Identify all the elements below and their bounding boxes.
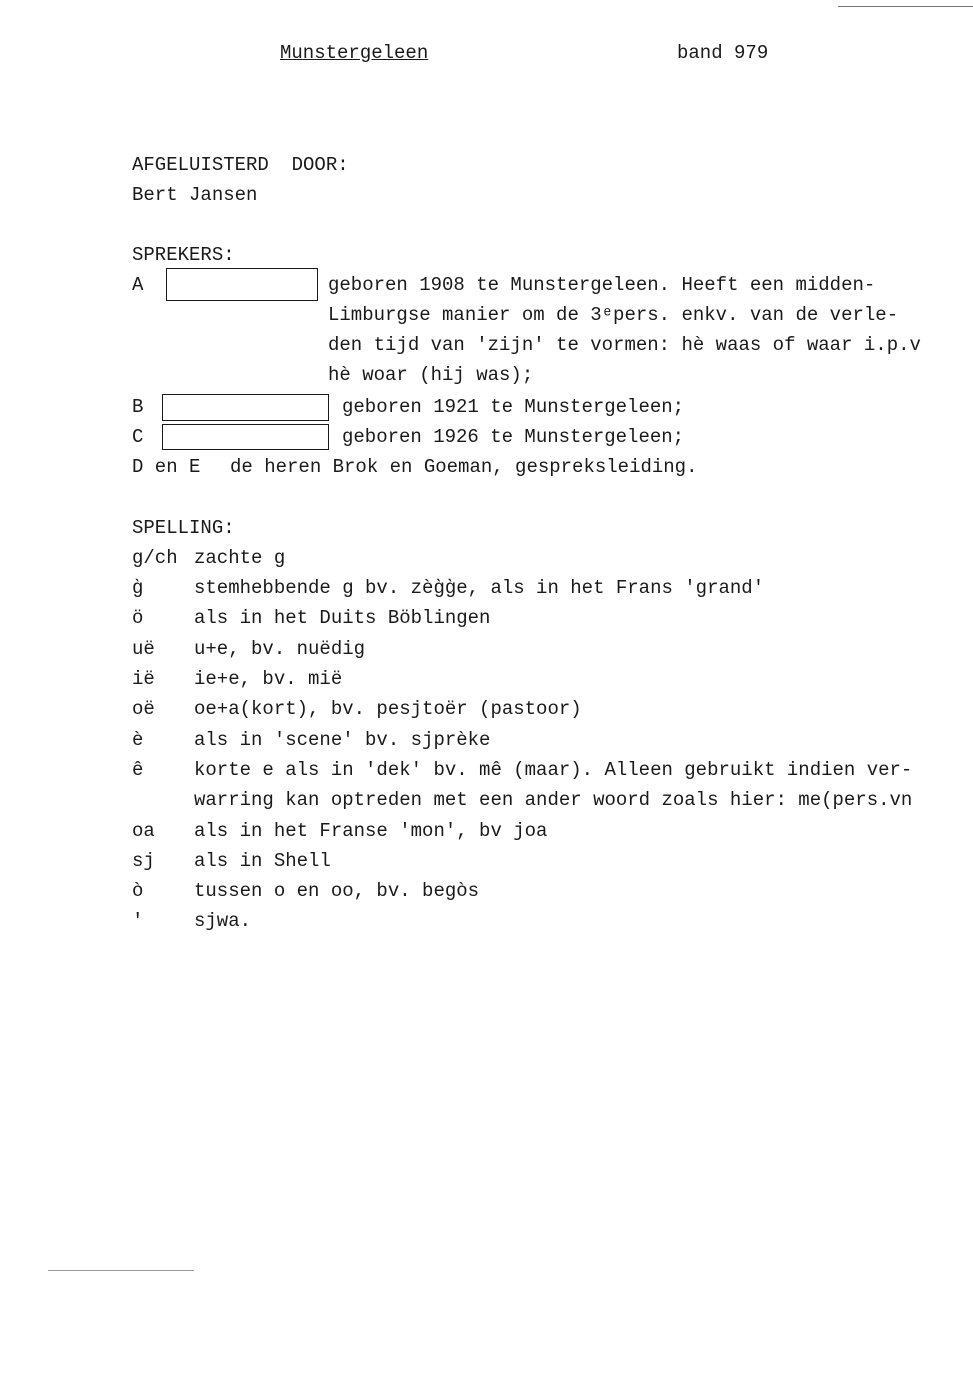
speaker-a-key: A [132,274,144,296]
spelling-symbol: g̀ [132,577,144,599]
speaker-de-text: de heren Brok en Goeman, gespreksleiding. [230,456,698,478]
speaker-c-text: geboren 1926 te Munstergeleen; [342,426,685,448]
speaker-a-line-2: Limburgse manier om de 3ᵉpers. enkv. van de verle- [328,304,899,326]
spelling-description: ie+e, bv. mië [194,668,343,690]
speaker-c-key: C [132,426,144,448]
spelling-description: zachte g [194,547,286,569]
spelling-symbol: uë [132,638,155,660]
spelling-description: korte e als in 'dek' bv. mê (maar). Alleen gebruikt indien ver- [194,759,913,781]
spelling-symbol: ' [132,910,144,932]
speakers-label: SPREKERS: [132,244,235,266]
spelling-symbol: è [132,729,144,751]
spelling-description: u+e, bv. nuëdig [194,638,366,660]
listened-label: AFGELUISTERD DOOR: [132,154,349,176]
spelling-description: als in 'scene' bv. sjprèke [194,729,491,751]
speaker-b-text: geboren 1921 te Munstergeleen; [342,396,685,418]
speaker-a-line-3: den tijd van 'zijn' te vormen: hè waas of waar i.p.v [328,334,921,356]
spelling-symbol: ö [132,607,144,629]
top-edge-rule [838,6,973,7]
spelling-symbol: g/ch [132,547,178,569]
speaker-a-line-4: hè woar (hij was); [328,364,534,386]
speaker-a-redacted-box [166,268,318,301]
header-band: band 979 [677,42,769,64]
spelling-description: stemhebbende g bv. zèg̀g̀e, als in het Frans 'grand' [194,577,765,599]
spelling-description: als in het Franse 'mon', bv joa [194,820,548,842]
listened-name: Bert Jansen [132,184,258,206]
speaker-de-key: D en E [132,456,201,478]
speaker-a-line-1: geboren 1908 te Munstergeleen. Heeft een midden- [328,274,876,296]
spelling-description: warring kan optreden met een ander woord zoals hier: me(pers.vn [194,789,913,811]
spelling-description: sjwa. [194,910,252,932]
spelling-symbol: oa [132,820,155,842]
spelling-description: als in het Duits Böblingen [194,607,491,629]
header-place: Munstergeleen [280,42,429,64]
speaker-c-redacted-box [162,424,329,450]
spelling-description: als in Shell [194,850,331,872]
spelling-description: tussen o en oo, bv. begòs [194,880,480,902]
speaker-b-key: B [132,396,144,418]
spelling-symbol: ê [132,759,144,781]
spelling-symbol: oë [132,698,155,720]
spelling-symbol: ië [132,668,155,690]
spelling-label: SPELLING: [132,517,235,539]
spelling-symbol: ò [132,880,144,902]
speaker-b-redacted-box [162,394,329,421]
spelling-symbol: sj [132,850,155,872]
footer-rule [48,1270,194,1271]
spelling-description: oe+a(kort), bv. pesjtoër (pastoor) [194,698,582,720]
